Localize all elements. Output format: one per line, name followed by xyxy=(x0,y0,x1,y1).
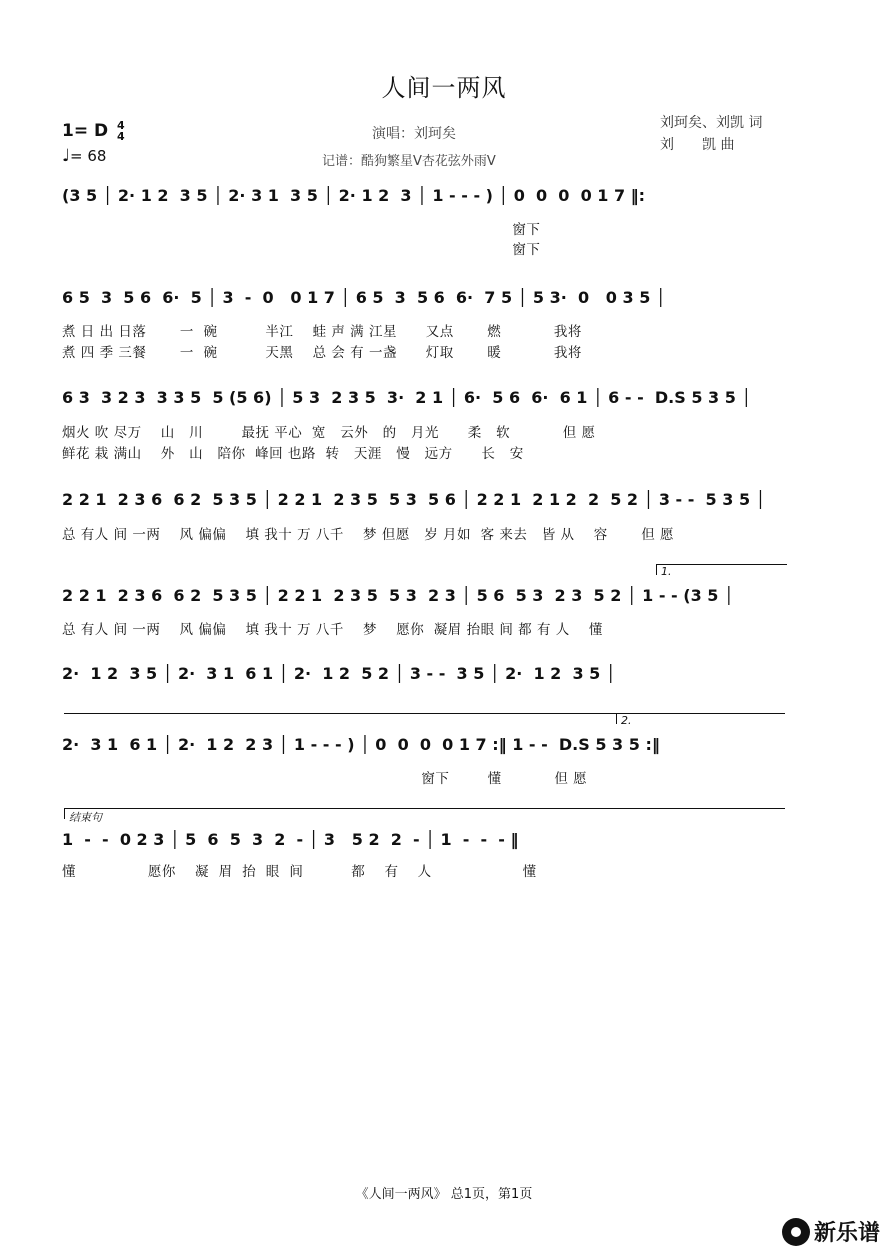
lyric-line-8: 懂 愿你 凝 眉 抬 眼 间 都 有 人 懂 xyxy=(62,864,537,880)
score-line-2: 6 5 3 5 6 6· 5 │ 3 - 0 0 1 7 │ 6 5 3 5 6 6· 7 5 │ 5 3· 0 0 3 5 │ xyxy=(62,288,666,307)
time-bottom: 4 xyxy=(117,130,125,143)
vinyl-record-icon xyxy=(782,1218,810,1246)
song-title: 人间一两风 xyxy=(381,74,507,102)
page-footer: 《人间一两风》 总1页，第1页 xyxy=(355,1187,533,1202)
lyric-line-7: 窗下 懂 但 愿 xyxy=(62,771,588,787)
time-signature xyxy=(117,120,125,142)
lyric-line-2a: 煮 日 出 日落 一 碗 半江 蛙 声 满 江星 又点 燃 我将 xyxy=(62,324,582,340)
singer-credit: 演唱：刘珂矣 xyxy=(372,126,456,142)
brand-watermark xyxy=(782,1216,880,1247)
notator-credit: 记谱：酷狗繁星V杏花弦外雨V xyxy=(322,154,496,169)
composer-credit: 刘 凯 曲 xyxy=(660,137,735,153)
first-ending-bracket xyxy=(656,564,787,578)
key-signature xyxy=(62,120,125,142)
second-ending-bracket xyxy=(616,713,785,727)
second-ending-label: 2. xyxy=(621,714,632,727)
lyricist-credit: 刘珂矣、刘凯 词 xyxy=(660,115,763,131)
lyric-line-5: 总 有人 间 一两 风 偏偏 填 我十 万 八千 梦 愿你 凝眉 抬眼 间 都 有 人 懂 xyxy=(62,622,603,638)
score-line-7: 2· 3 1 6 1 │ 2· 1 2 2 3 │ 1 - - - ) │ 0 0 0 0 1 7 :‖ 1 - - D.S 5 3 5 :‖ xyxy=(62,735,660,754)
score-line-5: 2 2 1 2 3 6 6 2 5 3 5 │ 2 2 1 2 3 5 5 3 2 3 │ 5 6 5 3 2 3 5 2 │ 1 - - (3 5 │ xyxy=(62,586,734,605)
first-ending-label: 1. xyxy=(661,565,672,578)
lyric-line-2b: 煮 四 季 三餐 一 碗 天黑 总 会 有 一盏 灯取 暖 我将 xyxy=(62,345,582,361)
score-line-6: 2· 1 2 3 5 │ 2· 3 1 6 1 │ 2· 1 2 5 2 │ 3 - - 3 5 │ 2· 1 2 3 5 │ xyxy=(62,664,616,683)
ending-phrase-label: 结束句 xyxy=(69,811,102,824)
lyric-line-1a: 窗下 xyxy=(62,222,541,238)
score-line-4: 2 2 1 2 3 6 6 2 5 3 5 │ 2 2 1 2 3 5 5 3 5 6 │ 2 2 1 2 1 2 2 5 2 │ 3 - - 5 3 5 │ xyxy=(62,490,766,509)
lyric-line-1b: 窗下 xyxy=(62,242,541,258)
time-top: 4 xyxy=(117,119,125,132)
score-line-8: 1 - - 0 2 3 │ 5 6 5 3 2 - │ 3 5 2 2 - │ 1 - - - ‖ xyxy=(62,830,519,849)
lyric-line-3b: 鲜花 栽 满山 外 山 陪你 峰回 也路 转 天涯 慢 远方 长 安 xyxy=(62,446,524,462)
first-ending-continuation xyxy=(64,713,618,724)
key-text: 1= D xyxy=(62,121,109,141)
ending-phrase-bracket xyxy=(64,808,785,824)
lyric-line-4: 总 有人 间 一两 风 偏偏 填 我十 万 八千 梦 但愿 岁 月如 客 来去 皆 从 容 但 愿 xyxy=(62,527,675,543)
score-line-1: (3 5 │ 2· 1 2 3 5 │ 2· 3 1 3 5 │ 2· 1 2 3 │ 1 - - - ) │ 0 0 0 0 1 7 ‖: xyxy=(62,186,646,205)
brand-name: 新乐谱 xyxy=(813,1221,880,1246)
score-line-3: 6 3 3 2 3 3 3 5 5 (5 6) │ 5 3 2 3 5 3· 2 1 │ 6· 5 6 6· 6 1 │ 6 - - D.S 5 3 5 │ xyxy=(62,388,752,407)
tempo-text: = 68 xyxy=(70,147,107,165)
quarter-note-icon: ♩ xyxy=(62,146,71,166)
tempo-marking xyxy=(62,146,106,166)
lyric-line-3a: 烟火 吹 尽万 山 川 最抚 平心 宽 云外 的 月光 柔 软 但 愿 xyxy=(62,425,596,441)
